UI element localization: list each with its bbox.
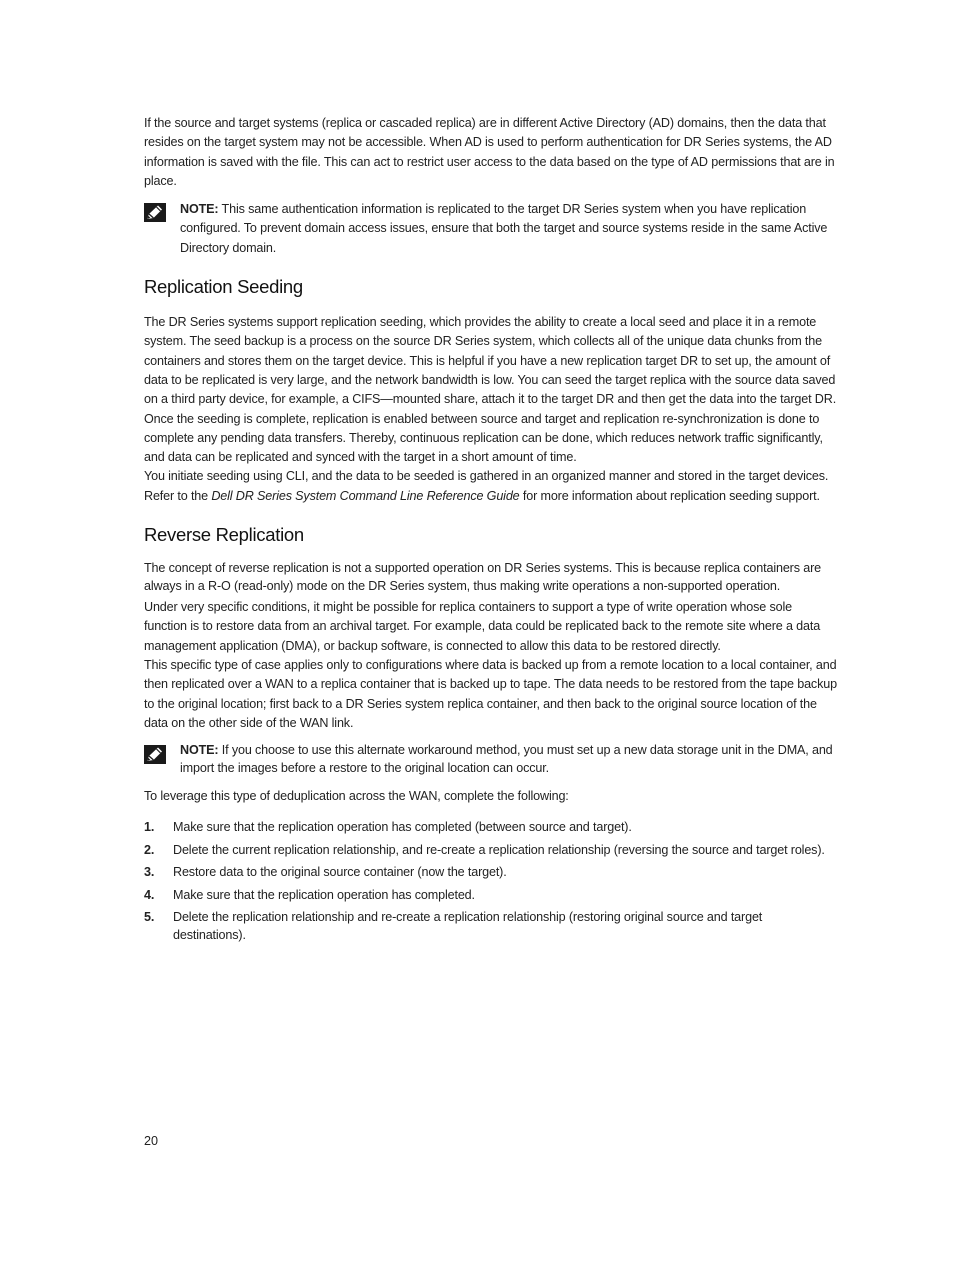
step-item (144, 842, 838, 860)
step-item (144, 864, 838, 882)
seeding-paragraph-2 (144, 467, 838, 506)
step-number: 5. (144, 910, 155, 925)
step-number: 1. (144, 820, 155, 835)
leverage-paragraph: To leverage this type of deduplication across the WAN, complete the following: (144, 789, 569, 804)
note-pencil-icon (144, 203, 166, 222)
seeding-paragraph-1: The DR Series systems support replication seeding, which provides the ability to create a local seed and place it in a remote system. The seed backup is a process on the source DR Series system, which collects all of the unique data chunks from the containers and stores them on the target device. This is helpful if you have a new replication target DR to set up, the amount of data to be replicated is very large, and the network bandwidth is low. You can seed the target replica with the source data saved on a third party device, for example, a CIFS—mounted share, attach it to the target DR and then get the data into the target DR. Once the seeding is complete, replication is enabled between source and target and replication re-synchronization is done to complete any pending data transfers. Thereby, continuous replication can be done, which reduces network traffic significantly, and data can be replicated and synced with the target in a short amount of time. (144, 315, 837, 465)
note-label: NOTE: (180, 202, 219, 217)
note-pencil-icon (144, 745, 166, 764)
heading-reverse-replication: Reverse Replication (144, 524, 304, 546)
step-text: Delete the replication relationship and re-create a replication relationship (restoring original source and target destinations). (173, 910, 763, 942)
cli-guide-title: Dell DR Series System Command Line Reference Guide (211, 488, 520, 503)
step-number: 4. (144, 887, 155, 902)
step-text: Make sure that the replication operation has completed (between source and target). (173, 820, 632, 835)
seeding-text-after: for more information about replication seeding support. (519, 488, 820, 503)
procedure-steps (144, 819, 838, 944)
reverse-paragraph-2: Under very specific conditions, it might be possible for replica containers to support a type of write operation whose sole function is to restore data from an archival target. For example, data could be replicated back to the remote site where a data management application (DMA), or backup software, is connected to allow this data to be restored directly. (144, 600, 821, 653)
note-label: NOTE: (180, 743, 219, 758)
reverse-paragraph-1: The concept of reverse replication is not a supported operation on DR Series systems. This is because replica containers are always in a R-O (read-only) mode on the DR Series system, thus making write operations a non-supported operation. (144, 561, 821, 593)
page-content (144, 114, 838, 944)
step-item (144, 819, 838, 837)
page-number: 20 (144, 1134, 159, 1148)
note-ad-domains (144, 200, 838, 258)
step-text: Restore data to the original source container (now the target). (173, 865, 507, 880)
heading-replication-seeding: Replication Seeding (144, 276, 303, 298)
step-text: Delete the current replication relationship, and re-create a replication relationship (reversing the source and target roles). (173, 842, 825, 857)
note-text: If you choose to use this alternate workaround method, you must set up a new data storage unit in the DMA, and import the images before a restore to the original location can occur. (180, 743, 833, 775)
step-number: 2. (144, 842, 155, 857)
step-item (144, 909, 838, 944)
step-number: 3. (144, 865, 155, 880)
seeding-text-before: You initiate seeding using CLI, and the data to be seeded is gathered in an organized manner and stored in the target devices. Refer to the (144, 469, 829, 503)
step-item (144, 887, 838, 905)
note-workaround (144, 742, 838, 777)
intro-paragraph: If the source and target systems (replica or cascaded replica) are in different Active Directory (AD) domains, then the data that resides on the target system may not be accessible. When AD is used to perform authentication for DR Series systems, the AD information is saved with the file. This can act to restrict user access to the data based on the type of AD permissions that are in place. (144, 116, 835, 188)
note-text: This same authentication information is replicated to the target DR Series system when you have replication configured. To prevent domain access issues, ensure that both the target and source systems reside in the same Active Directory domain. (180, 202, 828, 255)
step-text: Make sure that the replication operation has completed. (173, 887, 475, 902)
reverse-paragraph-3: This specific type of case applies only to configurations where data is backed up from a remote location to a local container, and then replicated over a WAN to a replica container that is backed up to tape. The data needs to be restored from the tape backup to the original location; first back to a DR Series system replica container, and then back to the original source location of the data on the other side of the WAN link. (144, 657, 837, 730)
